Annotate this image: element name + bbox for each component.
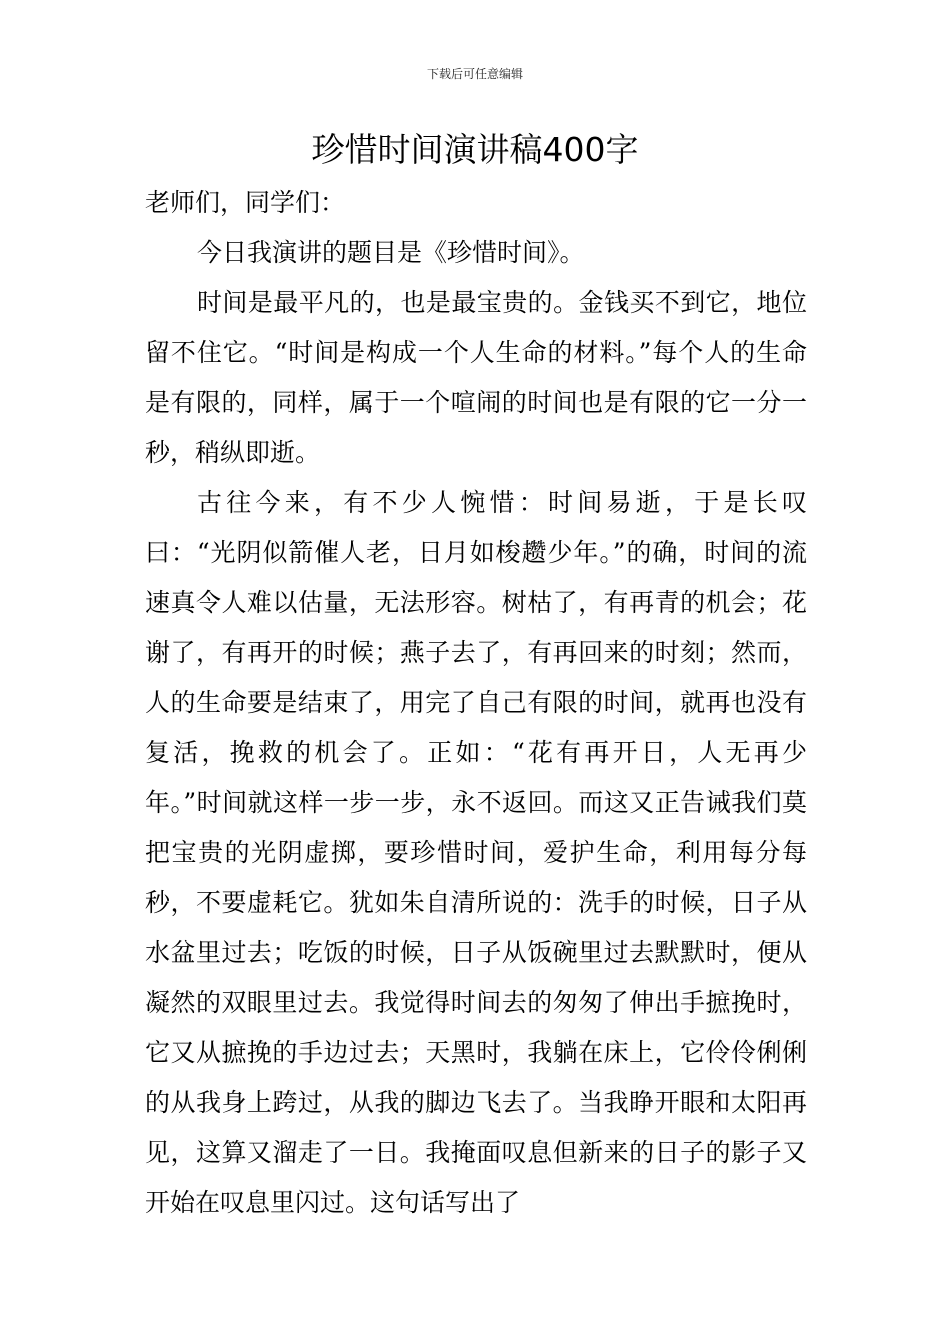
paragraph-topic: 今日我演讲的题目是《珍惜时间》。 bbox=[197, 238, 585, 267]
salutation: 老师们，同学们： bbox=[145, 188, 346, 217]
document-title: 珍惜时间演讲稿400字 bbox=[311, 130, 639, 169]
document-body bbox=[145, 178, 807, 1228]
paragraph-time-passing: 古往今来，有不少人惋惜：时间易逝，于是长叹曰：“光阴似箭催人老，日月如梭趱少年。”的确，时间的流速真令人难以估量，无法形容。树枯了，有再青的机会；花谢了，有再开的时候；燕子去了，有再回来的时刻；然而，人的生命要是结束了，用完了自己有限的时间，就再也没有复活，挽救的机会了。正如：“花有再开日，人无再少年。”时间就这样一步一步，永不返回。而这又正告诫我们莫把宝贵的光阴虚掷，要珍惜时间，爱护生命，利用每分每秒，不要虚耗它。犹如朱自清所说的：洗手的时候，日子从水盆里过去；吃饭的时候，日子从饭碗里过去默默时，便从凝然的双眼里过去。我觉得时间去的匆匆了伸出手摭挽时，它又从摭挽的手边过去；天黑时，我躺在床上，它伶伶俐俐的从我身上跨过，从我的脚边飞去了。当我睁开眼和太阳再见，这算又溜走了一日。我掩面叹息但新来的日子的影子又开始在叹息里闪过。这句话写出了 bbox=[145, 488, 807, 1217]
paragraph-time-precious: 时间是最平凡的，也是最宝贵的。金钱买不到它，地位留不住它。“时间是构成一个人生命的材料。”每个人的生命是有限的，同样，属于一个喧闹的时间也是有限的它一分一秒，稍纵即逝。 bbox=[145, 288, 807, 467]
header-note: 下载后可任意编辑 bbox=[426, 67, 523, 81]
